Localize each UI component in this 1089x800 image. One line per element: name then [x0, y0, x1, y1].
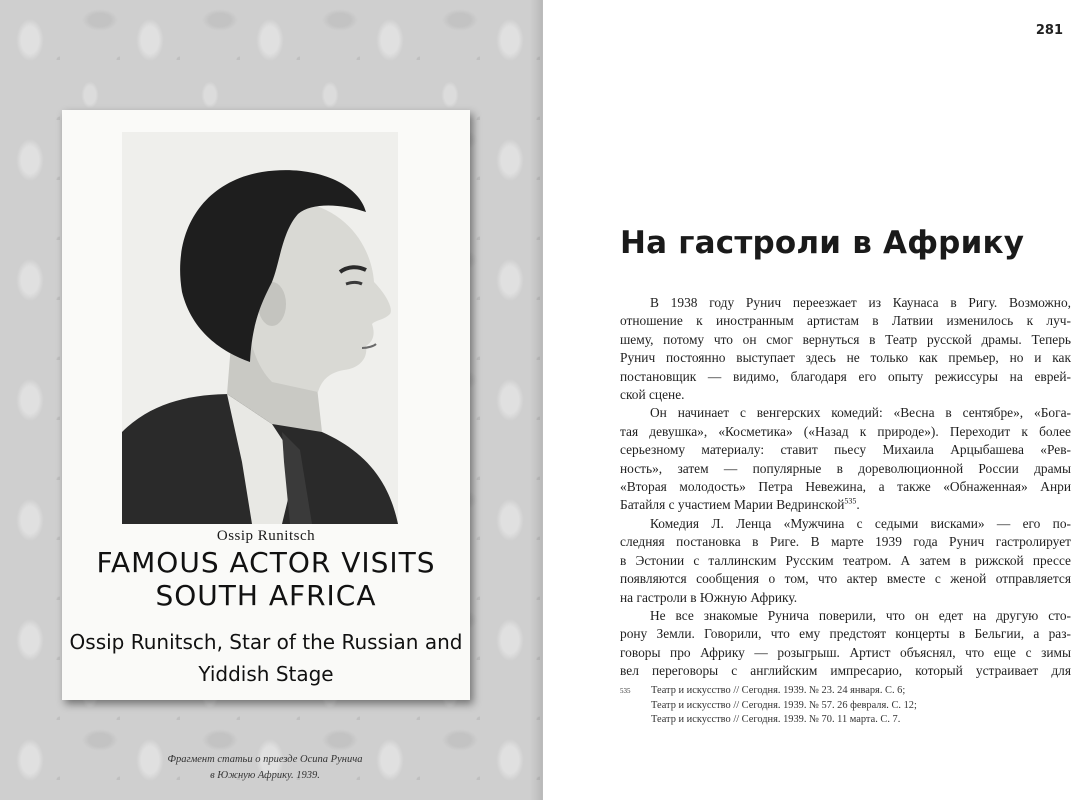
period: .: [856, 497, 860, 513]
photo-caption: Ossip Runitsch: [216, 528, 316, 544]
text-line: «Вторая молодость» Петра Невежина, а также «Обнаженная» Анри: [620, 479, 1071, 495]
footnote-line: Театр и искусство // Сегодня. 1939. № 70. 11 марта. С. 7.: [651, 714, 901, 725]
headline-line: SOUTH AFRICA: [155, 579, 377, 612]
text-line: тая девушка», «Косметика» («Назад к природе»). Переходит к более: [620, 423, 1071, 439]
left-page: [0, 0, 543, 800]
clipping-subhead: [62, 626, 470, 690]
paragraph: [620, 294, 1071, 404]
text-line: говоры про Африку — розыгрыш. Артист объяснял, что еще с зимы: [620, 644, 1071, 660]
actor-portrait-photo: [122, 132, 398, 524]
text-line: на гастроли в Южную Африку.: [620, 589, 798, 605]
figure-caption-line: в Южную Африку. 1939.: [210, 770, 320, 781]
text-line: Рунич постоянно выступает здесь не только как премьер, но и как: [620, 350, 1071, 366]
footnote-line: Театр и искусство // Сегодня. 1939. № 57. 26 февраля. С. 12;: [651, 699, 917, 711]
text-line-with-footnote: [620, 496, 1071, 514]
paragraph: [620, 404, 1071, 514]
portrait-illustration: [122, 132, 398, 524]
subhead-line: Ossip Runitsch, Star of the Russian and: [69, 630, 463, 654]
right-page: [543, 0, 1089, 800]
footnote-line: Театр и искусство // Сегодня. 1939. № 23. 24 января. С. 6;: [651, 685, 906, 696]
text-line: Батайля с участием Марии Ведринской: [620, 497, 845, 513]
text-line: следняя постановка в Риге. В марте 1939 года Рунич гастролирует: [620, 534, 1071, 550]
text-line: Не все знакомые Рунича поверили, что он едет на другую сто-: [650, 607, 1071, 623]
figure-caption: [145, 752, 385, 784]
text-line: шему, потому что он смог вернуться в Театр русской драмы. Теперь: [620, 331, 1071, 347]
footnote-number: 535: [620, 687, 631, 695]
text-line: ской сцене.: [620, 387, 685, 403]
chapter-title: На гастроли в Африку: [620, 225, 1025, 261]
text-line: отношение к иностранным артистам в Латвии изменилось к луч-: [620, 313, 1071, 329]
subhead-line: Yiddish Stage: [198, 662, 334, 686]
figure-caption-line: Фрагмент статьи о приезде Осипа Рунича: [167, 754, 363, 765]
text-line: появляются сообщения о том, что актер вместе с женой отправляется: [620, 571, 1071, 587]
newspaper-clipping: [62, 110, 470, 700]
text-line: ность», затем — популярные в дореволюционной России драмы: [620, 460, 1071, 476]
page-number: 281: [1035, 23, 1063, 38]
text-line: вел переговоры с английским импресарио, который устраивает для: [620, 663, 1071, 679]
footnote-text: [651, 684, 1040, 728]
text-line: в Эстонии с таллинским Русским театром. А затем в рижской прессе: [620, 552, 1071, 568]
text-line: постановщик — видимо, благодаря его опыту режиссуры на еврей-: [620, 368, 1071, 384]
paragraph: [620, 607, 1071, 681]
footnote-reference[interactable]: 535: [844, 497, 857, 506]
clipping-headline: [62, 546, 470, 612]
text-line: рону Земли. Говорили, что ему предстоят концерты в Бельгии, а раз-: [620, 626, 1071, 642]
paragraph: [620, 515, 1071, 607]
text-line: Комедия Л. Ленца «Мужчина с седыми висками» — его по-: [650, 515, 1071, 531]
text-line: В 1938 году Рунич переезжает из Каунаса в Ригу. Возможно,: [650, 295, 1071, 310]
body-text: [620, 294, 1071, 681]
footnotes: [620, 684, 1040, 728]
text-line: серьезному материалу: ставит пьесу Михаила Арцыбашева «Рев-: [620, 442, 1071, 458]
text-line: Он начинает с венгерских комедий: «Весна в сентябре», «Бога-: [650, 405, 1071, 421]
headline-line: FAMOUS ACTOR VISITS: [96, 546, 436, 579]
